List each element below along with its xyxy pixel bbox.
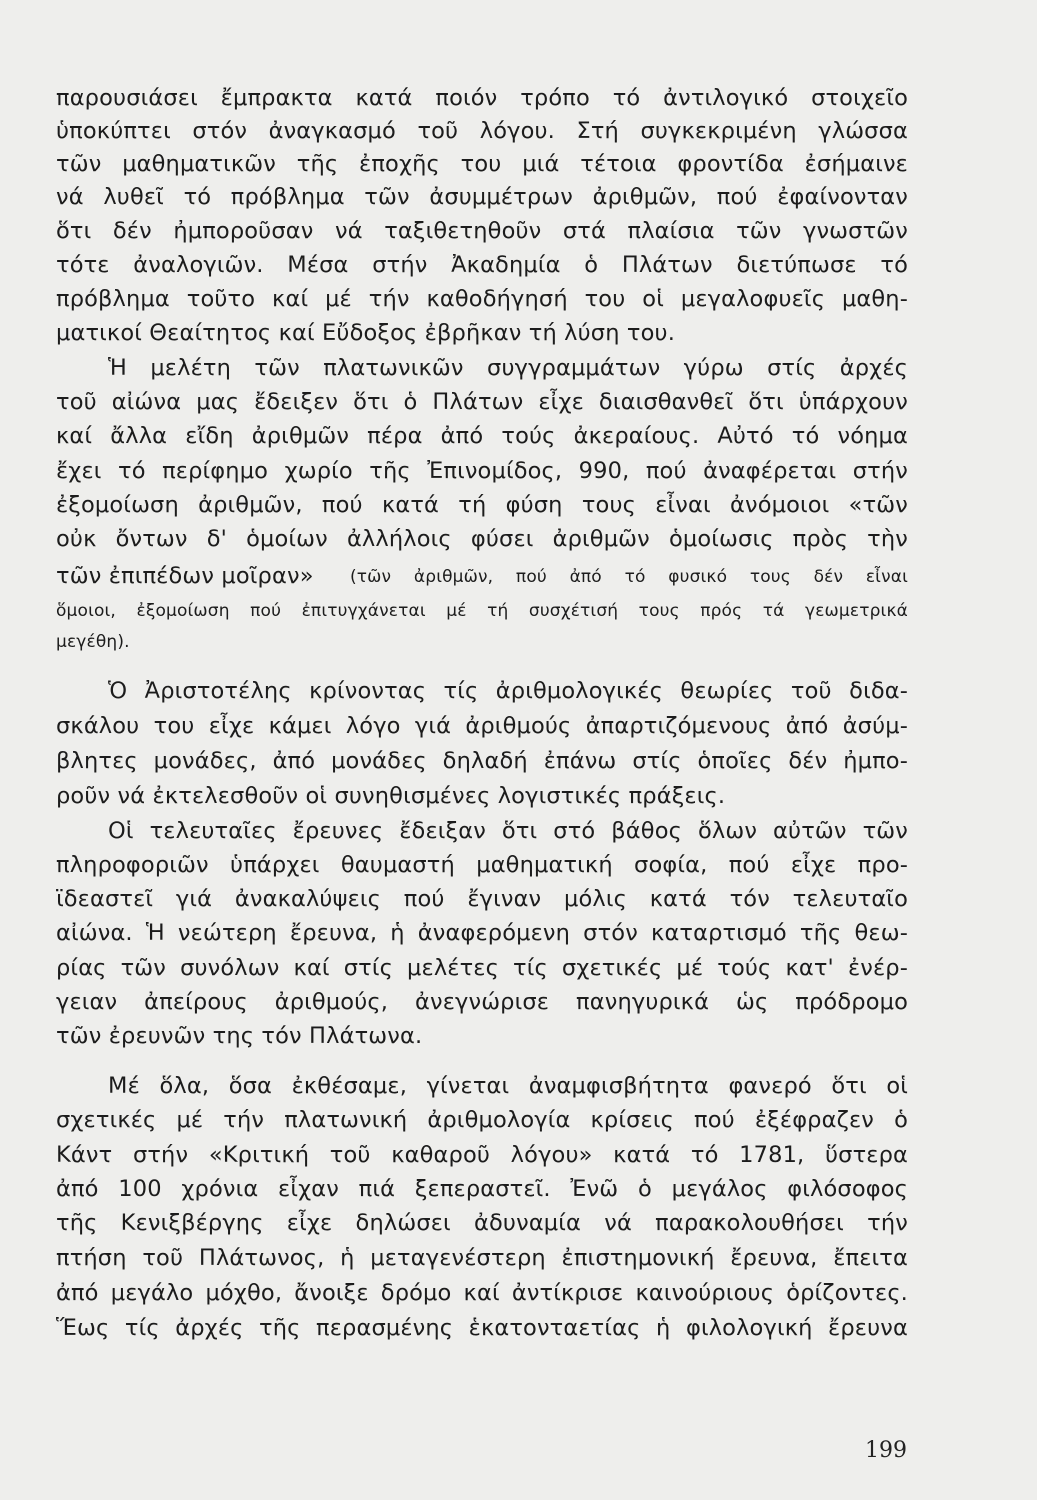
text-line: σχετικές μέ τήν πλατωνική ἀριθμολογία κρίσεις πού ἐξέφραζεν ὁ	[56, 1107, 908, 1133]
paragraph-first-line: Οἱ τελευταῖες ἔρευνες ἔδειξαν ὅτι στό βάθος ὅλων αὐτῶν τῶν	[108, 818, 908, 844]
text-line: αἰώνα. Ἡ νεώτερη ἔρευνα, ἡ ἀναφερόμενη στόν καταρτισμό τῆς θεω-	[56, 920, 908, 946]
quotation-end: τῶν ἐπιπέδων μοῖραν»	[56, 563, 314, 589]
text-line: καί ἄλλα εἴδη ἀριθμῶν πέρα ἀπό τούς ἀκεραίους. Αὐτό τό νόημα	[56, 423, 908, 449]
text-line: βλητες μονάδες, ἀπό μονάδες δηλαδή ἐπάνω στίς ὁποῖες δέν ἠμπο-	[56, 748, 908, 774]
parenthetical-translation: (τῶν ἀριθμῶν, πού ἀπό τό φυσικό τους δέν εἶναι	[350, 567, 908, 587]
text-line: νά λυθεῖ τό πρόβλημα τῶν ἀσυμμέτρων ἀριθμῶν, πού ἐφαίνονταν	[56, 184, 908, 210]
text-line: οὐκ ὄντων δ' ὁμοίων ἀλλήλοις φύσει ἀριθμῶν ὁμοίωσις πρὸς τὴν	[56, 526, 908, 552]
text-line: ροῦν νά ἐκτελεσθοῦν οἱ συνηθισμένες λογιστικές πράξεις.	[56, 783, 726, 809]
text-line: Ἕως τίς ἀρχές τῆς περασμένης ἑκατονταετίας ἡ φιλολογική ἔρευνα	[56, 1315, 908, 1341]
text-line: τότε ἀναλογιῶν. Μέσα στήν Ἀκαδημία ὁ Πλάτων διετύπωσε τό	[56, 252, 908, 278]
text-line: πτήση τοῦ Πλάτωνος, ἡ μεταγενέστερη ἐπιστημονική ἔρευνα, ἔπειτα	[56, 1245, 908, 1271]
text-line: ὑποκύπτει στόν ἀναγκασμό τοῦ λόγου. Στή συγκεκριμένη γλώσσα	[56, 118, 908, 144]
text-line: τῆς Κενιξβέργης εἶχε δηλώσει ἀδυναμία νά παρακολουθήσει τήν	[56, 1210, 908, 1236]
text-line: τῶν μαθηματικῶν τῆς ἐποχῆς του μιά τέτοια φροντίδα ἐσήμαινε	[56, 151, 908, 177]
text-line: τῶν ἐρευνῶν της τόν Πλάτωνα.	[56, 1023, 423, 1049]
text-line: ἔχει τό περίφημο χωρίο τῆς Ἐπινομίδος, 990, πού ἀναφέρεται στήν	[56, 458, 908, 484]
paragraph-first-line: Ὁ Ἀριστοτέλης κρίνοντας τίς ἀριθμολογικές θεωρίες τοῦ διδα-	[108, 678, 908, 704]
text-line: Κάντ στήν «Κριτική τοῦ καθαροῦ λόγου» κατά τό 1781, ὕστερα	[56, 1142, 908, 1168]
text-line: σκάλου του εἶχε κάμει λόγο γιά ἀριθμούς ἀπαρτιζόμενους ἀπό ἀσύμ-	[56, 713, 908, 739]
text-line: πληροφοριῶν ὑπάρχει θαυμαστή μαθηματική σοφία, πού εἶχε προ-	[56, 852, 908, 878]
text-line: ρίας τῶν συνόλων καί στίς μελέτες τίς σχετικές μέ τούς κατ' ἐνέρ-	[56, 955, 908, 981]
text-line: ὅτι δέν ἠμποροῦσαν νά ταξιθετηθοῦν στά πλαίσια τῶν γνωστῶν	[56, 218, 908, 244]
text-line: παρουσιάσει ἔμπρακτα κατά ποιόν τρόπο τό ἀντιλογικό στοιχεῖο	[56, 85, 908, 111]
text-line: ϊδεαστεῖ γιά ἀνακαλύψεις πού ἔγιναν μόλις κατά τόν τελευταῖο	[56, 886, 908, 912]
text-line: ματικοί Θεαίτητος καί Εὔδοξος ἐβρῆκαν τή λύση του.	[56, 320, 676, 346]
text-line: ἐξομοίωση ἀριθμῶν, πού κατά τή φύση τους εἶναι ἀνόμοιοι «τῶν	[56, 492, 908, 518]
text-line: τοῦ αἰώνα μας ἔδειξεν ὅτι ὁ Πλάτων εἶχε διαισθανθεῖ ὅτι ὑπάρχουν	[56, 389, 908, 415]
parenthetical-translation: ὅμοιοι, ἐξομοίωση πού ἐπιτυγχάνεται μέ τή συσχέτισή τους πρός τά γεωμετρικά	[56, 601, 908, 621]
parenthetical-translation: μεγέθη).	[56, 632, 130, 652]
text-line: ἀπό μεγάλο μόχθο, ἄνοιξε δρόμο καί ἀντίκρισε καινούριους ὁρίζοντες.	[56, 1280, 908, 1306]
page-number: 199	[865, 1438, 907, 1463]
text-line: ἀπό 100 χρόνια εἶχαν πιά ξεπεραστεῖ. Ἐνῶ ὁ μεγάλος φιλόσοφος	[56, 1176, 908, 1202]
text-line: γειαν ἀπείρους ἀριθμούς, ἀνεγνώρισε πανηγυρικά ὡς πρόδρομο	[56, 989, 908, 1015]
paragraph-first-line: Μέ ὅλα, ὅσα ἐκθέσαμε, γίνεται ἀναμφισβήτητα φανερό ὅτι οἱ	[108, 1073, 908, 1099]
paragraph-first-line: Ἡ μελέτη τῶν πλατωνικῶν συγγραμμάτων γύρω στίς ἀρχές	[108, 355, 908, 381]
text-line: πρόβλημα τοῦτο καί μέ τήν καθοδήγησή του οἱ μεγαλοφυεῖς μαθη-	[56, 286, 908, 312]
